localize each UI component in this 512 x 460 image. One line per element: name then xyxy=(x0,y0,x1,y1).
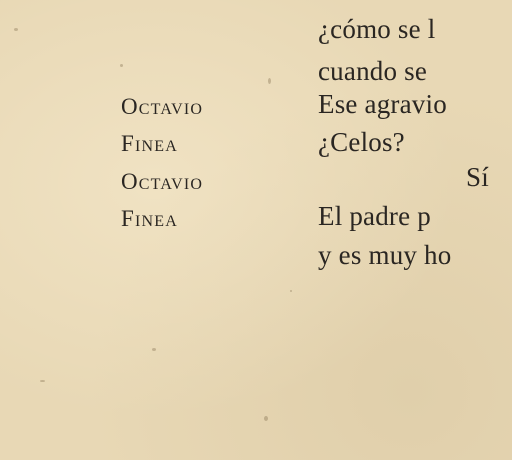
verse-line: cuando se xyxy=(318,56,428,86)
paper-speck xyxy=(264,416,268,421)
paper-speck xyxy=(268,78,271,84)
verse-line: ¿cómo se l xyxy=(318,14,436,44)
verse-line: El padre p xyxy=(318,201,431,231)
paper-speck xyxy=(152,348,156,351)
speaker-name: Octavio xyxy=(121,94,204,119)
paper-speck xyxy=(40,380,45,382)
speaker-name: Finea xyxy=(121,206,179,231)
paper-speck xyxy=(14,28,18,31)
verse-line: Ese agravio xyxy=(318,89,447,119)
paper-speck xyxy=(290,290,292,292)
verse-line: y es muy ho xyxy=(318,240,452,270)
speaker-name: Octavio xyxy=(121,169,204,194)
paper-speck xyxy=(120,64,123,67)
verse-line: ¿Celos? xyxy=(318,127,405,157)
verse-line: Sí xyxy=(466,162,489,192)
speaker-name: Finea xyxy=(121,131,179,156)
